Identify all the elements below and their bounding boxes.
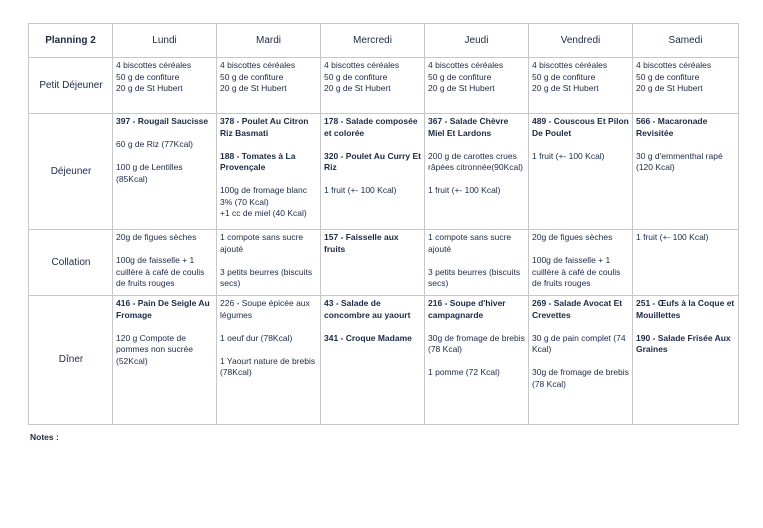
cell-petit-dejeuner-jeudi [425, 58, 529, 114]
recipe-title: 216 - Soupe d'hiver campagnarde [428, 298, 506, 320]
cell-collation-lundi [113, 230, 217, 296]
recipe-title: 157 - Faisselle aux fruits [324, 232, 399, 254]
cell-line: +1 cc de miel (40 Kcal) [220, 208, 307, 218]
notes-label: Notes : [30, 432, 59, 442]
cell-line: 1 fruit (+- 100 Kcal) [428, 185, 501, 195]
cell-line: 4 biscottes céréales [428, 60, 504, 70]
cell-diner-samedi [633, 296, 739, 425]
recipe-title: 188 - Tomates à La Provençale [220, 150, 296, 172]
cell-dejeuner-vendredi [529, 114, 633, 230]
cell-line: 1 Yaourt nature de brebis (78Kcal) [220, 355, 316, 377]
cell-line: 3 petits beurres (biscuits secs) [220, 266, 313, 288]
cell-collation-vendredi [529, 230, 633, 296]
day-header-jeudi: Jeudi [425, 24, 529, 58]
cell-dejeuner-samedi [633, 114, 739, 230]
day-header-lundi: Lundi [113, 24, 217, 58]
cell-line: 4 biscottes céréales [636, 60, 712, 70]
cell-line: 30 g d'emmenthal rapé (120 Kcal) [636, 150, 723, 172]
planning-table [28, 23, 739, 425]
cell-line: 1 pomme (72 Kcal) [428, 367, 500, 377]
cell-dejeuner-mercredi [321, 114, 425, 230]
cell-line: 1 compote sans sucre ajouté [220, 232, 304, 254]
recipe-title: 367 - Salade Chèvre Miel Et Lardons [428, 116, 509, 138]
cell-line: 20g de figues sèches [532, 232, 613, 242]
recipe-title: 43 - Salade de concombre au yaourt [324, 298, 411, 320]
planning-title: Planning 2 [29, 24, 113, 58]
cell-line: 3 petits beurres (biscuits secs) [428, 266, 521, 288]
cell-line: 1 fruit (+- 100 Kcal) [324, 185, 397, 195]
recipe-title: 378 - Poulet Au Citron Riz Basmati [220, 116, 309, 138]
cell-collation-mardi [217, 230, 321, 296]
meal-header-diner: Dîner [29, 296, 113, 425]
cell-line: 50 g de confiture [220, 71, 284, 82]
cell-line: 30 g de pain complet (74 Kcal) [532, 332, 626, 354]
meal-header-petit-dejeuner: Petit Déjeuner [29, 58, 113, 114]
cell-line: 20 g de St Hubert [532, 83, 599, 93]
day-header-mardi: Mardi [217, 24, 321, 58]
cell-diner-mardi [217, 296, 321, 425]
cell-line: 4 biscottes céréales [324, 60, 400, 70]
recipe-title: 251 - Œufs à la Coque et Mouillettes [636, 298, 735, 320]
recipe-title: 190 - Salade Frisée Aux Graines [636, 332, 731, 354]
cell-diner-mercredi [321, 296, 425, 425]
cell-dejeuner-mardi [217, 114, 321, 230]
cell-line: 4 biscottes céréales [116, 60, 192, 70]
cell-line: 20 g de St Hubert [116, 83, 183, 93]
cell-line: 100g de fromage blanc 3% (70 Kcal) [220, 185, 307, 207]
cell-petit-dejeuner-mercredi [321, 58, 425, 114]
recipe-title: 397 - Rougail Saucisse [116, 116, 209, 126]
cell-collation-jeudi [425, 230, 529, 296]
cell-line: 20 g de St Hubert [324, 83, 391, 93]
cell-line: 50 g de confiture [324, 71, 388, 82]
cell-line: 100g de faisselle + 1 cuillère à café de coulis de fruits rouges [116, 255, 205, 288]
cell-dejeuner-jeudi [425, 114, 529, 230]
cell-diner-vendredi [529, 296, 633, 425]
cell-petit-dejeuner-samedi [633, 58, 739, 114]
recipe-title: 341 - Croque Madame [324, 332, 412, 343]
cell-line: 1 compote sans sucre ajouté [428, 232, 512, 254]
recipe-title: 178 - Salade composée et colorée [324, 116, 418, 138]
cell-petit-dejeuner-lundi [113, 58, 217, 114]
cell-collation-mercredi [321, 230, 425, 296]
recipe-title: 320 - Poulet Au Curry Et Riz [324, 150, 421, 172]
recipe-title: 566 - Macaronade Revisitée [636, 116, 708, 138]
cell-line: 200 g de carottes crues râpées citronnée(90Kcal) [428, 150, 523, 172]
cell-line: 4 biscottes céréales [220, 60, 296, 70]
cell-line: 100g de faisselle + 1 cuillère à café de coulis de fruits rouges [532, 255, 621, 288]
cell-line: 60 g de Riz (77Kcal) [116, 139, 194, 149]
cell-line: 30g de fromage de brebis (78 Kcal) [428, 332, 525, 354]
cell-line: 4 biscottes céréales [532, 60, 608, 70]
cell-petit-dejeuner-mardi [217, 58, 321, 114]
cell-line: 50 g de confiture [428, 71, 492, 82]
cell-line: 50 g de confiture [532, 71, 596, 82]
cell-line: 100 g de Lentilles (85Kcal) [116, 162, 183, 184]
cell-line: 1 fruit (+- 100 Kcal) [532, 150, 605, 161]
cell-dejeuner-lundi [113, 114, 217, 230]
cell-line: 20 g de St Hubert [636, 83, 703, 93]
cell-line: 50 g de confiture [636, 71, 700, 82]
cell-line: 1 fruit (+- 100 Kcal) [636, 232, 709, 242]
cell-line: 120 g Compote de pommes non sucrée (52Kcal) [116, 332, 194, 366]
cell-diner-lundi [113, 296, 217, 425]
cell-line: 50 g de confiture [116, 71, 180, 82]
cell-line: 20 g de St Hubert [428, 83, 495, 93]
cell-line: 1 oeuf dur (78Kcal) [220, 332, 293, 343]
cell-line: 20g de figues sèches [116, 232, 197, 242]
cell-line: 20 g de St Hubert [220, 83, 287, 93]
day-header-vendredi: Vendredi [529, 24, 633, 58]
cell-diner-jeudi [425, 296, 529, 425]
meal-header-collation: Collation [29, 230, 113, 296]
day-header-samedi: Samedi [633, 24, 739, 58]
recipe-title: 269 - Salade Avocat Et Crevettes [532, 298, 623, 320]
cell-line: 226 - Soupe épicée aux légumes [220, 298, 310, 320]
cell-line: 30g de fromage de brebis (78 Kcal) [532, 367, 629, 389]
cell-petit-dejeuner-vendredi [529, 58, 633, 114]
day-header-mercredi: Mercredi [321, 24, 425, 58]
cell-collation-samedi [633, 230, 739, 296]
meal-header-dejeuner: Déjeuner [29, 114, 113, 230]
recipe-title: 416 - Pain De Seigle Au Fromage [116, 298, 210, 320]
recipe-title: 489 - Couscous Et Pilon De Poulet [532, 116, 629, 138]
